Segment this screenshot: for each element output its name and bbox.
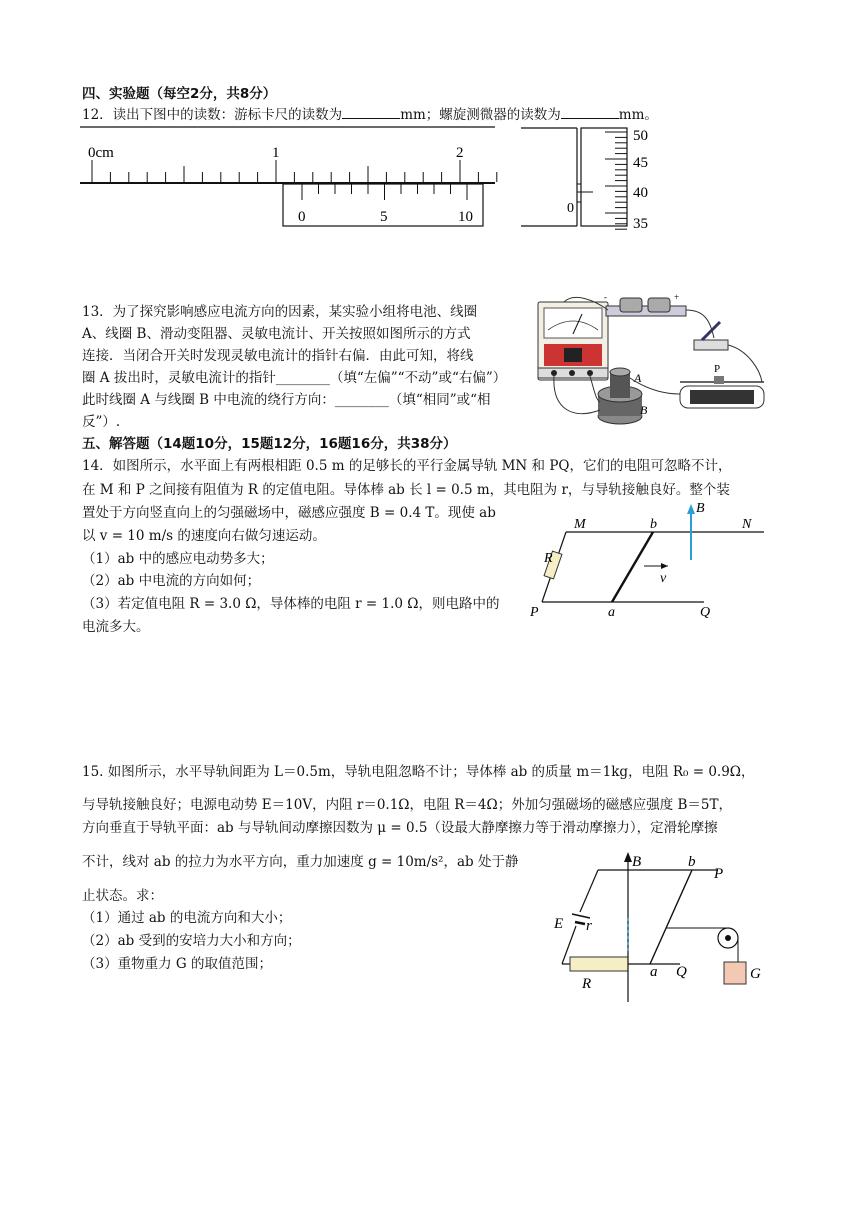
q15-part-2: （2）ab 受到的安培力大小和方向； [82,933,301,949]
label-N: N [742,517,752,532]
q14-line-2: 在 M 和 P 之间接有阻值为 R 的定值电阻。导体棒 ab 长 l = 0.5 m，其电阻为 r，与导轨接触良好。整个装 [82,482,730,498]
label-Q: Q [700,605,711,620]
label-P: P [530,605,539,620]
conductor-rod-ab [612,532,653,602]
q14-part-2: （2）ab 中电流的方向如何； [82,573,261,589]
label-a: a [650,964,658,980]
thimble-label-35: 35 [633,216,648,232]
conductor-rod-ab [650,870,692,964]
q13-line-5: 此时线圈 A 与线圈 B 中电流的绕行方向：________（填“相同”或“相 [82,392,491,408]
q15-part-1: （1）通过 ab 的电流方向和大小； [82,910,292,926]
rheostat [680,363,764,408]
q15-part-3: （3）重物重力 G 的取值范围； [82,956,272,972]
thimble-label-45: 45 [633,155,648,171]
micrometer-sleeve-label: 0 [567,201,574,216]
caliper-main-label-1: 1 [272,145,280,161]
galvanometer [538,302,608,380]
q13-line-6: 反”）. [82,414,121,430]
label-R: R [582,976,592,992]
q14-part-3: （3）若定值电阻 R = 3.0 Ω，导体棒的电阻 r = 1.0 Ω，则电路中的 [82,596,500,612]
caliper-main-label-2: 2 [456,145,464,161]
label-a: a [608,605,615,620]
micrometer-figure [515,124,685,232]
label-R: R [544,551,553,566]
label-r: r [586,918,592,934]
q15-line-5: 止状态。求： [82,888,163,904]
battery [604,292,686,316]
q14-part-3-cont: 电流多大。 [82,619,150,635]
svg-text:-: - [604,292,607,302]
q12-blank-micrometer[interactable] [561,104,619,119]
label-G: G [750,966,761,982]
section4-title: 四、实验题（每空2分，共8分） [82,86,277,102]
resistor-R [570,957,628,971]
q14-part-1: （1）ab 中的感应电动势多大； [82,551,274,567]
q13-line-2: A、线圈 B、滑动变阻器、灵敏电流计、开关按照如图所示的方式 [82,326,471,342]
q12-blank-caliper[interactable] [342,104,400,119]
q12-text: 12．读出下图中的读数：游标卡尺的读数为 [82,107,343,123]
label-B: B [696,502,705,516]
svg-text:+: + [674,292,680,302]
label-v: v [660,571,667,586]
rheostat-label-P: P [714,363,721,375]
coil-b-label: B [640,403,648,417]
label-M: M [574,517,586,532]
caliper-vernier-label-0: 0 [298,209,306,225]
vernier-caliper-figure [80,124,500,234]
q14-line-1: 14．如图所示，水平面上有两根相距 0.5 m 的足够长的平行金属导轨 MN 和 PQ，它们的电阻可忽略不计， [82,458,732,474]
coil-a [610,368,630,398]
q15-line-1: 15. 如图所示，水平导轨间距为 L＝0.5m，导轨电阻忽略不计；导体棒 ab 的质量 m＝1kg，电阻 R₀ = 0.9Ω， [82,764,755,780]
q15-line-3: 方向垂直于导轨平面：ab 与导轨间动摩擦因数为 μ = 0.5（设最大静摩擦力等于滑动摩擦力），定滑轮摩擦 [82,820,718,836]
q12-question [82,104,658,125]
label-b: b [688,854,696,870]
q15-line-2: 与导轨接触良好；电源电动势 E＝10V，内阻 r＝0.1Ω，电阻 R＝4Ω；外加匀强磁场的磁感应强度 B＝5T， [82,797,733,813]
q13-line-1: 13．为了探究影响感应电流方向的因素，某实验小组将电池、线圈 [82,304,478,320]
label-E: E [554,916,564,932]
weight-G [724,962,746,984]
coil-a-label: A [634,371,642,385]
label-P: P [714,866,724,882]
label-Q: Q [676,964,687,980]
q12-unit-b: mm。 [618,107,658,123]
caliper-vernier-label-10: 10 [458,209,473,225]
label-b: b [650,517,657,532]
section5-title: 五、解答题（14题10分，15题12分，16题16分，共38分） [82,436,457,452]
q14-line-3: 置处于方向竖直向上的匀强磁场中，磁感应强度 B = 0.4 T。现使 ab [82,505,496,521]
caliper-vernier-label-5: 5 [380,209,388,225]
q13-line-3: 连接．当闭合开关时发现灵敏电流计的指针右偏．由此可知，将线 [82,348,474,364]
q13-line-4: 圈 A 拔出时，灵敏电流计的指针________（填“左偏”“不动”或“右偏”） [82,370,507,386]
q12-unit-a: mm；螺旋测微器的读数为 [400,107,561,123]
q14-rail-figure [528,502,778,622]
label-B: B [632,854,642,870]
induction-apparatus-figure [534,290,774,440]
q15-circuit-figure [548,848,778,1008]
caliper-main-label-0: 0cm [88,145,114,161]
thimble-label-40: 40 [633,185,648,201]
q15-line-4: 不计，线对 ab 的拉力为水平方向，重力加速度 g = 10m/s²，ab 处于静 [82,854,519,870]
thimble-label-50: 50 [633,128,648,144]
q14-line-4: 以 v = 10 m/s 的速度向右做匀速运动。 [82,528,326,544]
